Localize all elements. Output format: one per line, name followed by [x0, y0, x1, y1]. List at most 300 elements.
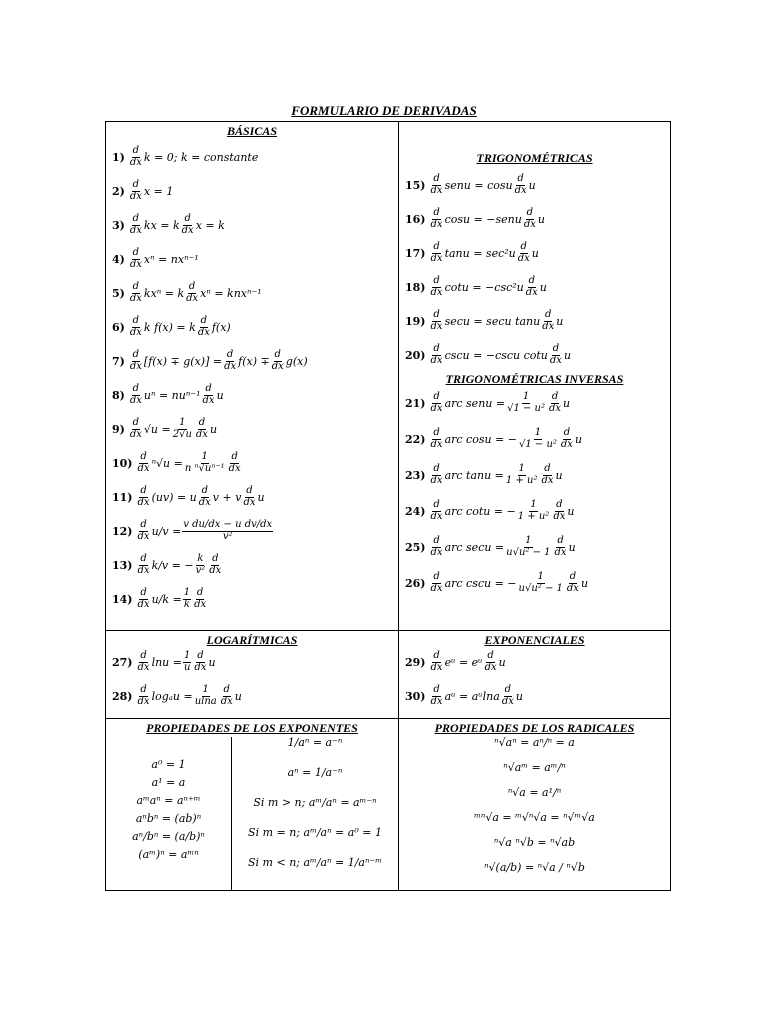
denominator: dx — [202, 394, 215, 406]
fraction — [183, 588, 191, 610]
numerator: d — [140, 553, 147, 564]
denominator: dx — [129, 292, 142, 304]
exponent-property: Si m = n; aᵐ/aⁿ = a⁰ = 1 — [248, 826, 382, 839]
denominator: dx — [129, 428, 142, 440]
denominator: dx — [430, 218, 443, 230]
numerator: d — [433, 535, 440, 546]
formula-number: 5) — [112, 286, 125, 300]
derivative-operator — [430, 572, 444, 594]
exponent-property: aⁿ = 1/a⁻ⁿ — [287, 766, 343, 779]
formula-number: 10) — [112, 456, 133, 470]
numerator: 1 — [179, 417, 186, 428]
formula-text: aᵘ = aᵘlna — [444, 689, 500, 703]
formula-6 — [112, 316, 231, 338]
numerator: d — [132, 281, 140, 292]
numerator: 1 — [183, 587, 191, 598]
section-logaritmicas: LOGARÍTMICAS — [206, 633, 298, 647]
numerator: d — [433, 275, 440, 286]
exponent-property: 1/aⁿ = a⁻ⁿ — [287, 736, 343, 749]
rad-props-cell — [398, 719, 670, 890]
derivative-operator — [549, 344, 563, 366]
derivative-operator — [220, 685, 234, 707]
formula-number: 14) — [112, 592, 133, 606]
formula-number: 6) — [112, 320, 125, 334]
exponent-property: a⁰ = 1 — [151, 758, 186, 771]
derivative-operator — [137, 588, 151, 610]
fraction — [182, 520, 273, 542]
numerator: d — [563, 427, 571, 438]
row-basics-trig — [106, 122, 670, 631]
derivative-operator — [548, 392, 562, 414]
formula-number: 28) — [112, 689, 133, 703]
numerator: d — [569, 571, 577, 582]
denominator: dx — [137, 564, 150, 576]
numerator: 1 — [522, 391, 530, 402]
formula-text: v + v — [212, 490, 242, 504]
numerator: 1 — [525, 535, 532, 546]
numerator: d — [231, 451, 238, 462]
denominator: v² — [222, 530, 233, 542]
derivative-operator — [193, 588, 207, 610]
formula-15 — [405, 174, 536, 196]
numerator: d — [246, 485, 253, 496]
fraction — [505, 536, 551, 558]
formula-number: 11) — [112, 490, 133, 504]
formula-5 — [112, 282, 262, 304]
formula-text: u — [498, 655, 506, 669]
numerator: d — [557, 535, 564, 546]
formula-number: 16) — [405, 212, 426, 226]
denominator: dx — [198, 496, 211, 508]
derivative-operator — [197, 316, 211, 338]
formula-text: arc secu = — [444, 540, 505, 554]
denominator: dx — [129, 258, 142, 270]
formula-number: 26) — [405, 576, 426, 590]
numerator: d — [184, 213, 191, 224]
exp-cell — [398, 631, 670, 718]
formula-28 — [112, 685, 242, 707]
denominator: dx — [523, 218, 536, 230]
denominator: dx — [137, 462, 150, 474]
formula-number: 24) — [405, 504, 426, 518]
denominator: dx — [271, 360, 284, 372]
derivative-operator — [181, 214, 195, 236]
formula-text: u — [216, 388, 224, 402]
formula-text: u — [563, 348, 572, 362]
formula-text: cosu = −senu — [444, 212, 522, 226]
denominator: √1 − u² — [518, 438, 557, 450]
numerator: d — [433, 650, 440, 661]
numerator: 1 — [537, 571, 544, 582]
numerator: d — [197, 650, 204, 661]
formula-25 — [405, 536, 576, 558]
numerator: d — [140, 519, 147, 530]
formula-14 — [112, 588, 208, 610]
denominator: dx — [129, 360, 142, 372]
formula-number: 3) — [112, 218, 125, 232]
formula-text: u — [515, 689, 523, 703]
denominator: k — [183, 598, 190, 610]
derivative-operator — [129, 316, 143, 338]
denominator: dx — [137, 695, 150, 707]
numerator: v du/dx − u dv/dx — [183, 519, 273, 530]
numerator: d — [212, 553, 219, 564]
formula-9 — [112, 418, 217, 440]
formula-text: secu = secu tanu — [444, 314, 541, 328]
denominator: dx — [137, 661, 150, 673]
formula-text: (uv) = u — [151, 490, 197, 504]
denominator: dx — [430, 474, 443, 486]
fraction — [194, 685, 218, 707]
derivative-operator — [430, 242, 444, 264]
formula-12 — [112, 520, 274, 542]
denominator: dx — [129, 326, 142, 338]
formula-number: 9) — [112, 422, 125, 436]
numerator: d — [528, 275, 535, 286]
formula-text: f(x) — [211, 320, 231, 334]
derivative-operator — [198, 486, 212, 508]
denominator: 1 + u² — [517, 510, 550, 522]
derivative-operator — [501, 685, 515, 707]
derivative-operator — [228, 452, 242, 474]
section-trig-inversas: TRIGONOMÉTRICAS INVERSAS — [445, 372, 624, 386]
radical-property: ⁿ√a ⁿ√b = ⁿ√ab — [493, 836, 576, 849]
formula-27 — [112, 651, 216, 673]
formula-text: cotu = −csc²u — [444, 280, 524, 294]
formula-number: 25) — [405, 540, 426, 554]
denominator: dx — [129, 190, 142, 202]
formula-text: arc senu = — [444, 396, 506, 410]
numerator: d — [556, 499, 563, 510]
radical-property: ⁿ√(a/b) = ⁿ√a / ⁿ√b — [484, 861, 585, 874]
numerator: d — [140, 587, 147, 598]
denominator: dx — [484, 661, 497, 673]
numerator: d — [132, 179, 140, 190]
denominator: dx — [430, 320, 443, 332]
formula-text: arc cosu = − — [444, 432, 517, 446]
denominator: dx — [224, 360, 237, 372]
formula-text: u — [531, 246, 539, 260]
derivative-operator — [430, 536, 444, 558]
derivative-operator — [137, 520, 151, 542]
numerator: d — [132, 349, 140, 360]
numerator: d — [504, 684, 512, 695]
exponent-property: aᵐaⁿ = aⁿ⁺ᵐ — [136, 794, 201, 807]
numerator: d — [520, 241, 527, 252]
derivative-operator — [208, 554, 222, 576]
numerator: d — [274, 349, 281, 360]
radical-property: ⁿ√aⁿ = aⁿ/ⁿ = a — [494, 736, 575, 749]
denominator: dx — [525, 286, 538, 298]
formula-11 — [112, 486, 265, 508]
derivative-operator — [129, 282, 143, 304]
numerator: 1 — [184, 650, 191, 661]
derivative-operator — [271, 350, 285, 372]
denominator: dx — [137, 530, 150, 542]
denominator: dx — [566, 582, 579, 594]
formula-text: u — [537, 212, 545, 226]
formula-4 — [112, 248, 199, 270]
numerator: d — [132, 315, 140, 326]
derivative-operator — [137, 452, 151, 474]
fraction — [517, 500, 551, 522]
denominator: dx — [209, 564, 222, 576]
formula-22 — [405, 428, 582, 450]
radical-property: ⁿ√a = a¹/ⁿ — [507, 786, 562, 799]
derivative-operator — [541, 310, 555, 332]
fraction — [518, 572, 564, 594]
derivative-operator — [430, 464, 444, 486]
denominator: ulna — [194, 695, 217, 707]
derivative-operator — [193, 651, 207, 673]
formula-text: u — [567, 504, 575, 518]
numerator: d — [433, 309, 440, 320]
derivative-operator — [566, 572, 580, 594]
numerator: d — [526, 207, 534, 218]
formula-number: 17) — [405, 246, 426, 260]
derivative-operator — [430, 208, 444, 230]
derivative-operator — [554, 536, 568, 558]
denominator: dx — [517, 252, 530, 264]
exponent-property: aⁿbⁿ = (ab)ⁿ — [135, 812, 202, 825]
fraction — [172, 418, 193, 440]
formula-text: f(x) ∓ — [238, 354, 270, 368]
derivative-operator — [129, 180, 143, 202]
denominator: dx — [541, 474, 554, 486]
formula-text: u — [257, 490, 265, 504]
denominator: dx — [137, 598, 150, 610]
numerator: d — [140, 485, 147, 496]
formula-30 — [405, 685, 523, 707]
formula-text: √u = — [143, 422, 171, 436]
formula-text: u — [568, 540, 576, 554]
formula-text: lnu = — [151, 655, 182, 669]
formula-number: 19) — [405, 314, 426, 328]
derivative-operator — [430, 276, 444, 298]
denominator: u — [183, 661, 191, 673]
derivative-operator — [137, 554, 151, 576]
denominator: dx — [430, 510, 443, 522]
formula-text: u/k = — [151, 592, 182, 606]
numerator: d — [433, 241, 440, 252]
formula-text: x = 1 — [143, 184, 174, 198]
numerator: d — [545, 309, 552, 320]
formula-13 — [112, 554, 223, 576]
formula-text: u — [234, 689, 242, 703]
numerator: d — [433, 571, 440, 582]
trig-cell — [398, 122, 670, 630]
formula-text: cscu = −cscu cotu — [444, 348, 548, 362]
derivative-operator — [430, 174, 444, 196]
numerator: d — [223, 684, 230, 695]
numerator: 1 — [201, 451, 208, 462]
exponent-property: Si m < n; aᵐ/aⁿ = 1/aⁿ⁻ᵐ — [248, 856, 382, 869]
denominator: dx — [194, 661, 207, 673]
formula-number: 15) — [405, 178, 426, 192]
formula-17 — [405, 242, 539, 264]
formula-number: 2) — [112, 184, 125, 198]
derivative-operator — [552, 500, 566, 522]
numerator: d — [132, 247, 140, 258]
fraction — [506, 392, 546, 414]
denominator: dx — [186, 292, 199, 304]
formula-text: uⁿ = nuⁿ⁻¹ — [143, 388, 201, 402]
formula-number: 27) — [112, 655, 133, 669]
denominator: v² — [195, 564, 206, 576]
formula-number: 13) — [112, 558, 133, 572]
derivative-operator — [129, 214, 143, 236]
formula-7 — [112, 350, 308, 372]
denominator: dx — [181, 224, 194, 236]
formula-21 — [405, 392, 570, 414]
formula-text: u — [539, 280, 547, 294]
derivative-operator — [430, 500, 444, 522]
section-exponenciales: EXPONENCIALES — [484, 633, 585, 647]
numerator: d — [552, 343, 560, 354]
derivative-operator — [129, 384, 143, 406]
numerator: d — [132, 145, 140, 156]
formula-text: arc cscu = − — [444, 576, 517, 590]
section-prop-radicales: PROPIEDADES DE LOS RADICALES — [434, 721, 635, 735]
denominator: dx — [430, 546, 443, 558]
derivative-operator — [430, 392, 444, 414]
denominator: dx — [430, 695, 443, 707]
formula-text: u — [563, 396, 571, 410]
numerator: d — [132, 213, 140, 224]
denominator: dx — [220, 695, 233, 707]
exponent-property: a¹ = a — [151, 776, 186, 789]
denominator: u√u² − 1 — [518, 582, 563, 594]
fraction — [518, 428, 558, 450]
numerator: d — [517, 173, 524, 184]
denominator: u√u² − 1 — [506, 546, 551, 558]
section-prop-exponentes: PROPIEDADES DE LOS EXPONENTES — [146, 721, 358, 735]
formula-text: eᵘ = eᵘ — [444, 655, 483, 669]
formula-text: kxⁿ = k — [143, 286, 185, 300]
formula-number: 29) — [405, 655, 426, 669]
formula-20 — [405, 344, 571, 366]
denominator: dx — [137, 496, 150, 508]
fraction — [505, 464, 539, 486]
row-properties — [106, 719, 670, 890]
denominator: dx — [542, 320, 555, 332]
formula-text: x = k — [195, 218, 225, 232]
formula-number: 12) — [112, 524, 133, 538]
formula-text: arc tanu = — [444, 468, 504, 482]
formula-text: u — [555, 468, 563, 482]
section-trigonometricas: TRIGONOMÉTRICAS — [476, 151, 593, 165]
numerator: d — [433, 343, 440, 354]
denominator: dx — [560, 438, 573, 450]
denominator: dx — [129, 394, 142, 406]
derivative-operator — [430, 685, 444, 707]
formula-text: u — [556, 314, 564, 328]
denominator: dx — [430, 286, 443, 298]
numerator: 1 — [202, 684, 209, 695]
formula-text: senu = cosu — [444, 178, 513, 192]
exp-props-cell — [106, 719, 398, 890]
formula-number: 30) — [405, 689, 426, 703]
denominator: dx — [501, 695, 514, 707]
section-basicas: BÁSICAS — [226, 124, 278, 138]
numerator: d — [140, 451, 147, 462]
numerator: d — [205, 383, 212, 394]
numerator: d — [433, 207, 440, 218]
formula-text: kx = k — [143, 218, 180, 232]
formula-16 — [405, 208, 545, 230]
page-title: FORMULARIO DE DERIVADAS — [291, 103, 477, 118]
formula-text: u — [574, 432, 583, 446]
denominator: dx — [430, 252, 443, 264]
numerator: d — [433, 499, 440, 510]
numerator: k — [197, 553, 204, 564]
denominator: dx — [430, 582, 443, 594]
fraction — [183, 651, 191, 673]
formula-24 — [405, 500, 574, 522]
numerator: d — [433, 463, 440, 474]
denominator: 1 + u² — [505, 474, 538, 486]
derivative-operator — [560, 428, 574, 450]
numerator: d — [226, 349, 234, 360]
exponent-property: (aᵐ)ⁿ = aᵐⁿ — [138, 848, 199, 861]
formula-2 — [112, 180, 173, 202]
numerator: d — [198, 417, 206, 428]
derivative-operator — [185, 282, 199, 304]
formula-text: xⁿ = nxⁿ⁻¹ — [143, 252, 199, 266]
denominator: dx — [430, 661, 443, 673]
formula-29 — [405, 651, 506, 673]
numerator: d — [200, 315, 208, 326]
numerator: d — [140, 650, 147, 661]
numerator: d — [140, 684, 147, 695]
derivative-operator — [430, 651, 444, 673]
exponent-property: aⁿ/bⁿ = (a/b)ⁿ — [132, 830, 205, 843]
derivative-operator — [430, 310, 444, 332]
numerator: 1 — [518, 463, 525, 474]
numerator: d — [487, 650, 494, 661]
formula-23 — [405, 464, 563, 486]
denominator: dx — [430, 402, 443, 414]
formula-text: k f(x) = k — [143, 320, 196, 334]
formula-number: 1) — [112, 150, 125, 164]
formula-19 — [405, 310, 563, 332]
formula-26 — [405, 572, 588, 594]
derivative-operator — [525, 276, 539, 298]
derivative-operator — [484, 651, 498, 673]
numerator: d — [551, 391, 559, 402]
denominator: dx — [194, 598, 207, 610]
denominator: dx — [129, 224, 142, 236]
denominator: 2√u — [172, 428, 192, 440]
derivative-operator — [242, 486, 256, 508]
formula-text: xⁿ = knxⁿ⁻¹ — [200, 286, 262, 300]
derivative-operator — [514, 174, 528, 196]
denominator: dx — [195, 428, 208, 440]
radical-property: ᵐⁿ√a = ᵐ√ⁿ√a = ⁿ√ᵐ√a — [474, 811, 595, 824]
denominator: dx — [243, 496, 256, 508]
formula-text: tanu = sec²u — [444, 246, 516, 260]
numerator: d — [433, 391, 440, 402]
derivative-operator — [129, 418, 143, 440]
derivative-operator — [137, 651, 151, 673]
derivative-operator — [202, 384, 216, 406]
derivative-operator — [129, 350, 143, 372]
numerator: d — [544, 463, 551, 474]
denominator: dx — [549, 402, 562, 414]
derivative-operator — [540, 464, 554, 486]
derivative-operator — [129, 248, 143, 270]
denominator: dx — [430, 184, 443, 196]
